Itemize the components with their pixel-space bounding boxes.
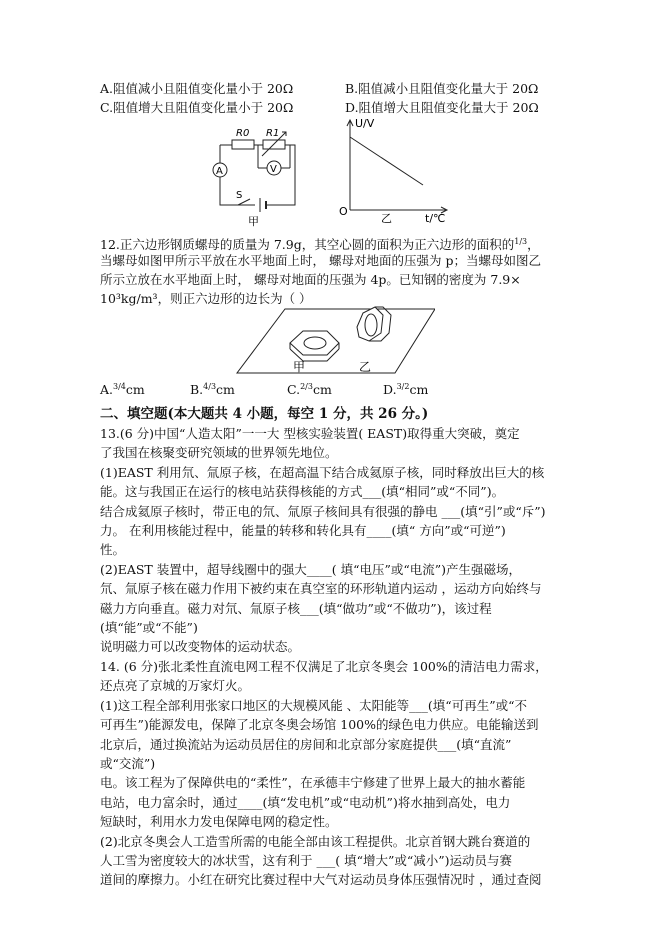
q12-line-3: 所示立放在水平地面上时， 螺母对地面的压强为 4p。已知钢的密度为 7.9× [100, 272, 521, 287]
q14-line-8: 电站，电力富余时，通过____(填“发电机”或“电动机”)将水抽到高处，电力 [100, 794, 511, 810]
q12-line-1 [100, 233, 540, 254]
q11-option-d: D.阻值增大且阻值变化量大于 20Ω [345, 100, 539, 115]
voltmeter-symbol: V [270, 164, 277, 175]
graph-line [350, 137, 423, 185]
q14-line-1: 14. (6 分)张北柔性直流电网工程不仅满足了北京冬奥会 100%的清洁电力需求， [100, 659, 548, 674]
q11-option-a: A.阻值减小且阻值变化量小于 20Ω [100, 81, 294, 96]
q13-line-1: 13.(6 分)中国“人造太阳”一一大 型核实验装置( EAST)取得重大突破，奠定 [100, 426, 520, 441]
label-r0: R0 [236, 128, 250, 139]
q11-option-c: C.阻值增大且阻值变化量小于 20Ω [100, 100, 294, 115]
q13-line-2: 了我国在核聚变研究领域的世界领先地位。 [100, 445, 338, 461]
circuit-diagram [200, 120, 310, 230]
q13-line-12: 说明磁力可以改变物体的运动状态。 [100, 639, 301, 655]
q12-option-d-frac: 3/2 [396, 382, 410, 391]
nut-label-jia: 甲 [293, 360, 306, 374]
q12-line-4: 10³kg/m³，则正六边形的边长为（ ） [100, 291, 312, 306]
q13-line-5: 结合成氦原子核时，带正电的氘、氚原子核间具有很强的静电 ___(填“引”或“斥”) [100, 503, 546, 519]
nut-figure [235, 303, 435, 378]
q12-option-a-frac: 3/4 [113, 382, 126, 391]
q13-line-6: 力。 在利用核能过程中，能量的转移和转化具有____(填“ 方向”或“可逆”) [100, 523, 506, 538]
figure-yi-caption: 乙 [381, 212, 392, 225]
q12-option-a-unit: cm [125, 382, 145, 398]
q14-line-10: (2)北京冬奥会人工造雪所需的电能全部由该工程提供。北京首钢大跳台赛道的 [100, 833, 531, 849]
q12-option-c-unit: cm [312, 382, 332, 398]
q12-option-d-unit: cm [409, 382, 429, 398]
q12-text-1: 12.正六边形钢质螺母的质量为 7.9g，其空心圆的面积为正六边形的面积的 [100, 237, 515, 253]
q12-option-b [190, 382, 235, 397]
x-axis-label: t/℃ [425, 212, 446, 225]
q12-text-1-end: ， [527, 237, 540, 253]
q13-line-9: 氘、氚原子核在磁力作用下被约束在真空室的环形轨道内运动 ，运动方向始终与 [100, 581, 542, 597]
q14-line-3: (1)这工程全部利用张家口地区的大规模风能 、太阳能等___(填“可再生”或“不 [100, 697, 527, 713]
figure-jia-caption: 甲 [248, 215, 259, 228]
q14-line-2: 还点亮了京城的万家灯火。 [100, 678, 251, 694]
q12-option-a-letter: A. [100, 382, 114, 398]
origin-label: O [339, 205, 348, 218]
q13-line-10: 磁力方向垂直。磁力对氘、氚原子核___(填“做功”或“不做功”)，该过程 [100, 600, 492, 616]
q14-line-11: 人工雪为密度较大的冰状雪，这有利于 ___( 填“增大”或“减小”)运动员与赛 [100, 853, 513, 868]
section-heading: 二、填空题(本大题共 4 小题，每空 1 分，共 26 分。) [100, 406, 429, 422]
q14-line-6: 或“交流”) [100, 756, 156, 771]
q14-line-12: 道间的摩擦力。小红在研究比赛过程中大气对运动员身体压强情况时 ，通过查阅 [100, 872, 542, 888]
q12-line-2: 当螺母如图甲所示平放在水平地面上时， 螺母对地面的压强为 p；当螺母如图乙 [100, 253, 541, 268]
q13-line-7: 性。 [100, 542, 126, 558]
q12-option-b-letter: B. [190, 382, 204, 398]
q14-line-5: 北京后，通过换流站为运动员居住的房间和北京部分家庭提供___(填“直流” [100, 736, 512, 752]
q12-option-d [383, 382, 428, 397]
q12-option-c-letter: C. [287, 382, 301, 398]
q14-line-4: 可再生”)能源发电，保障了北京冬奥会场馆 100%的绿色电力供应。电能输送到 [100, 717, 539, 733]
q12-option-c [287, 382, 332, 397]
q14-line-7: 电。该工程为了保障供电的“柔性”，在承德丰宁修建了世界上最大的抽水蓄能 [100, 775, 526, 791]
ammeter-symbol: A [216, 166, 223, 177]
nut-label-yi: 乙 [359, 360, 372, 374]
q12-option-c-frac: 2/3 [300, 382, 313, 391]
q13-line-4: 能。这与我国正在运行的核电站获得核能的方式___(填“相同”或“不同”)。 [100, 484, 505, 500]
q13-line-3: (1)EAST 利用氘、氚原子核，在超高温下结合成氦原子核，同时释放出巨大的核 [100, 464, 545, 480]
switch-label: S [236, 190, 243, 201]
q12-option-d-letter: D. [383, 382, 397, 398]
q12-option-a [100, 382, 145, 397]
q13-line-8: (2)EAST 装置中，超导线圈中的强大____( 填“电压”或“电流”)产生强磁场， [100, 561, 522, 577]
q12-option-b-unit: cm [216, 382, 235, 398]
q13-line-11: (填“能”或“不能”) [100, 620, 198, 635]
label-r1: R1 [266, 128, 280, 139]
y-axis-label: U/V [355, 117, 375, 130]
q11-option-b: B.阻值减小且阻值变化量大于 20Ω [345, 81, 539, 96]
q12-fraction: 1/3 [514, 237, 528, 246]
q14-line-9: 短缺时，利用水力发电保障电网的稳定性。 [100, 814, 338, 830]
u-t-graph [335, 115, 455, 225]
q12-option-b-frac: 4/3 [203, 382, 217, 391]
